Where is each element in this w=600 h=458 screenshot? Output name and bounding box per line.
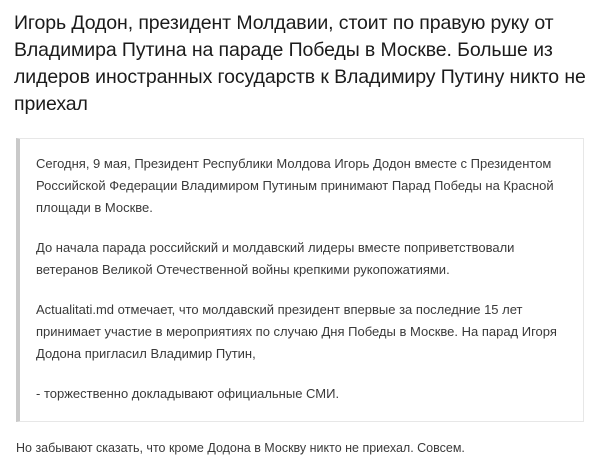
page-title: Игорь Додон, президент Молдавии, стоит по правую руку от Владимира Путина на параде Победы в Москве. Больше из лидеров иностранных государств к Владимиру Путину никто не приехал <box>14 12 586 115</box>
quote-paragraph-3: Actualitati.md отмечает, что молдавский президент впервые за последние 15 лет принимает участие в мероприятиях по случаю Дня Победы в Москве. На парад Игоря Додона пригласил Владимир Путин, <box>36 302 557 361</box>
quote-block <box>16 138 584 422</box>
quote-paragraph-1: Сегодня, 9 мая, Президент Республики Молдова Игорь Додон вместе с Президентом Российской Федерации Владимиром Путиным принимают Парад Победы на Красной площади в Москве. <box>36 156 554 215</box>
quote-paragraph-2[interactable]: До начала парада российский и молдавский лидеры вместе поприветствовали ветеранов Великой Отечественной войны крепкими рукопожатиями. <box>36 240 515 277</box>
footer-note: Но забывают сказать, что кроме Додона в Москву никто не приехал. Совсем. <box>16 441 465 455</box>
quote-paragraph-4[interactable]: - торжественно докладывают официальные СМИ. <box>36 386 340 401</box>
